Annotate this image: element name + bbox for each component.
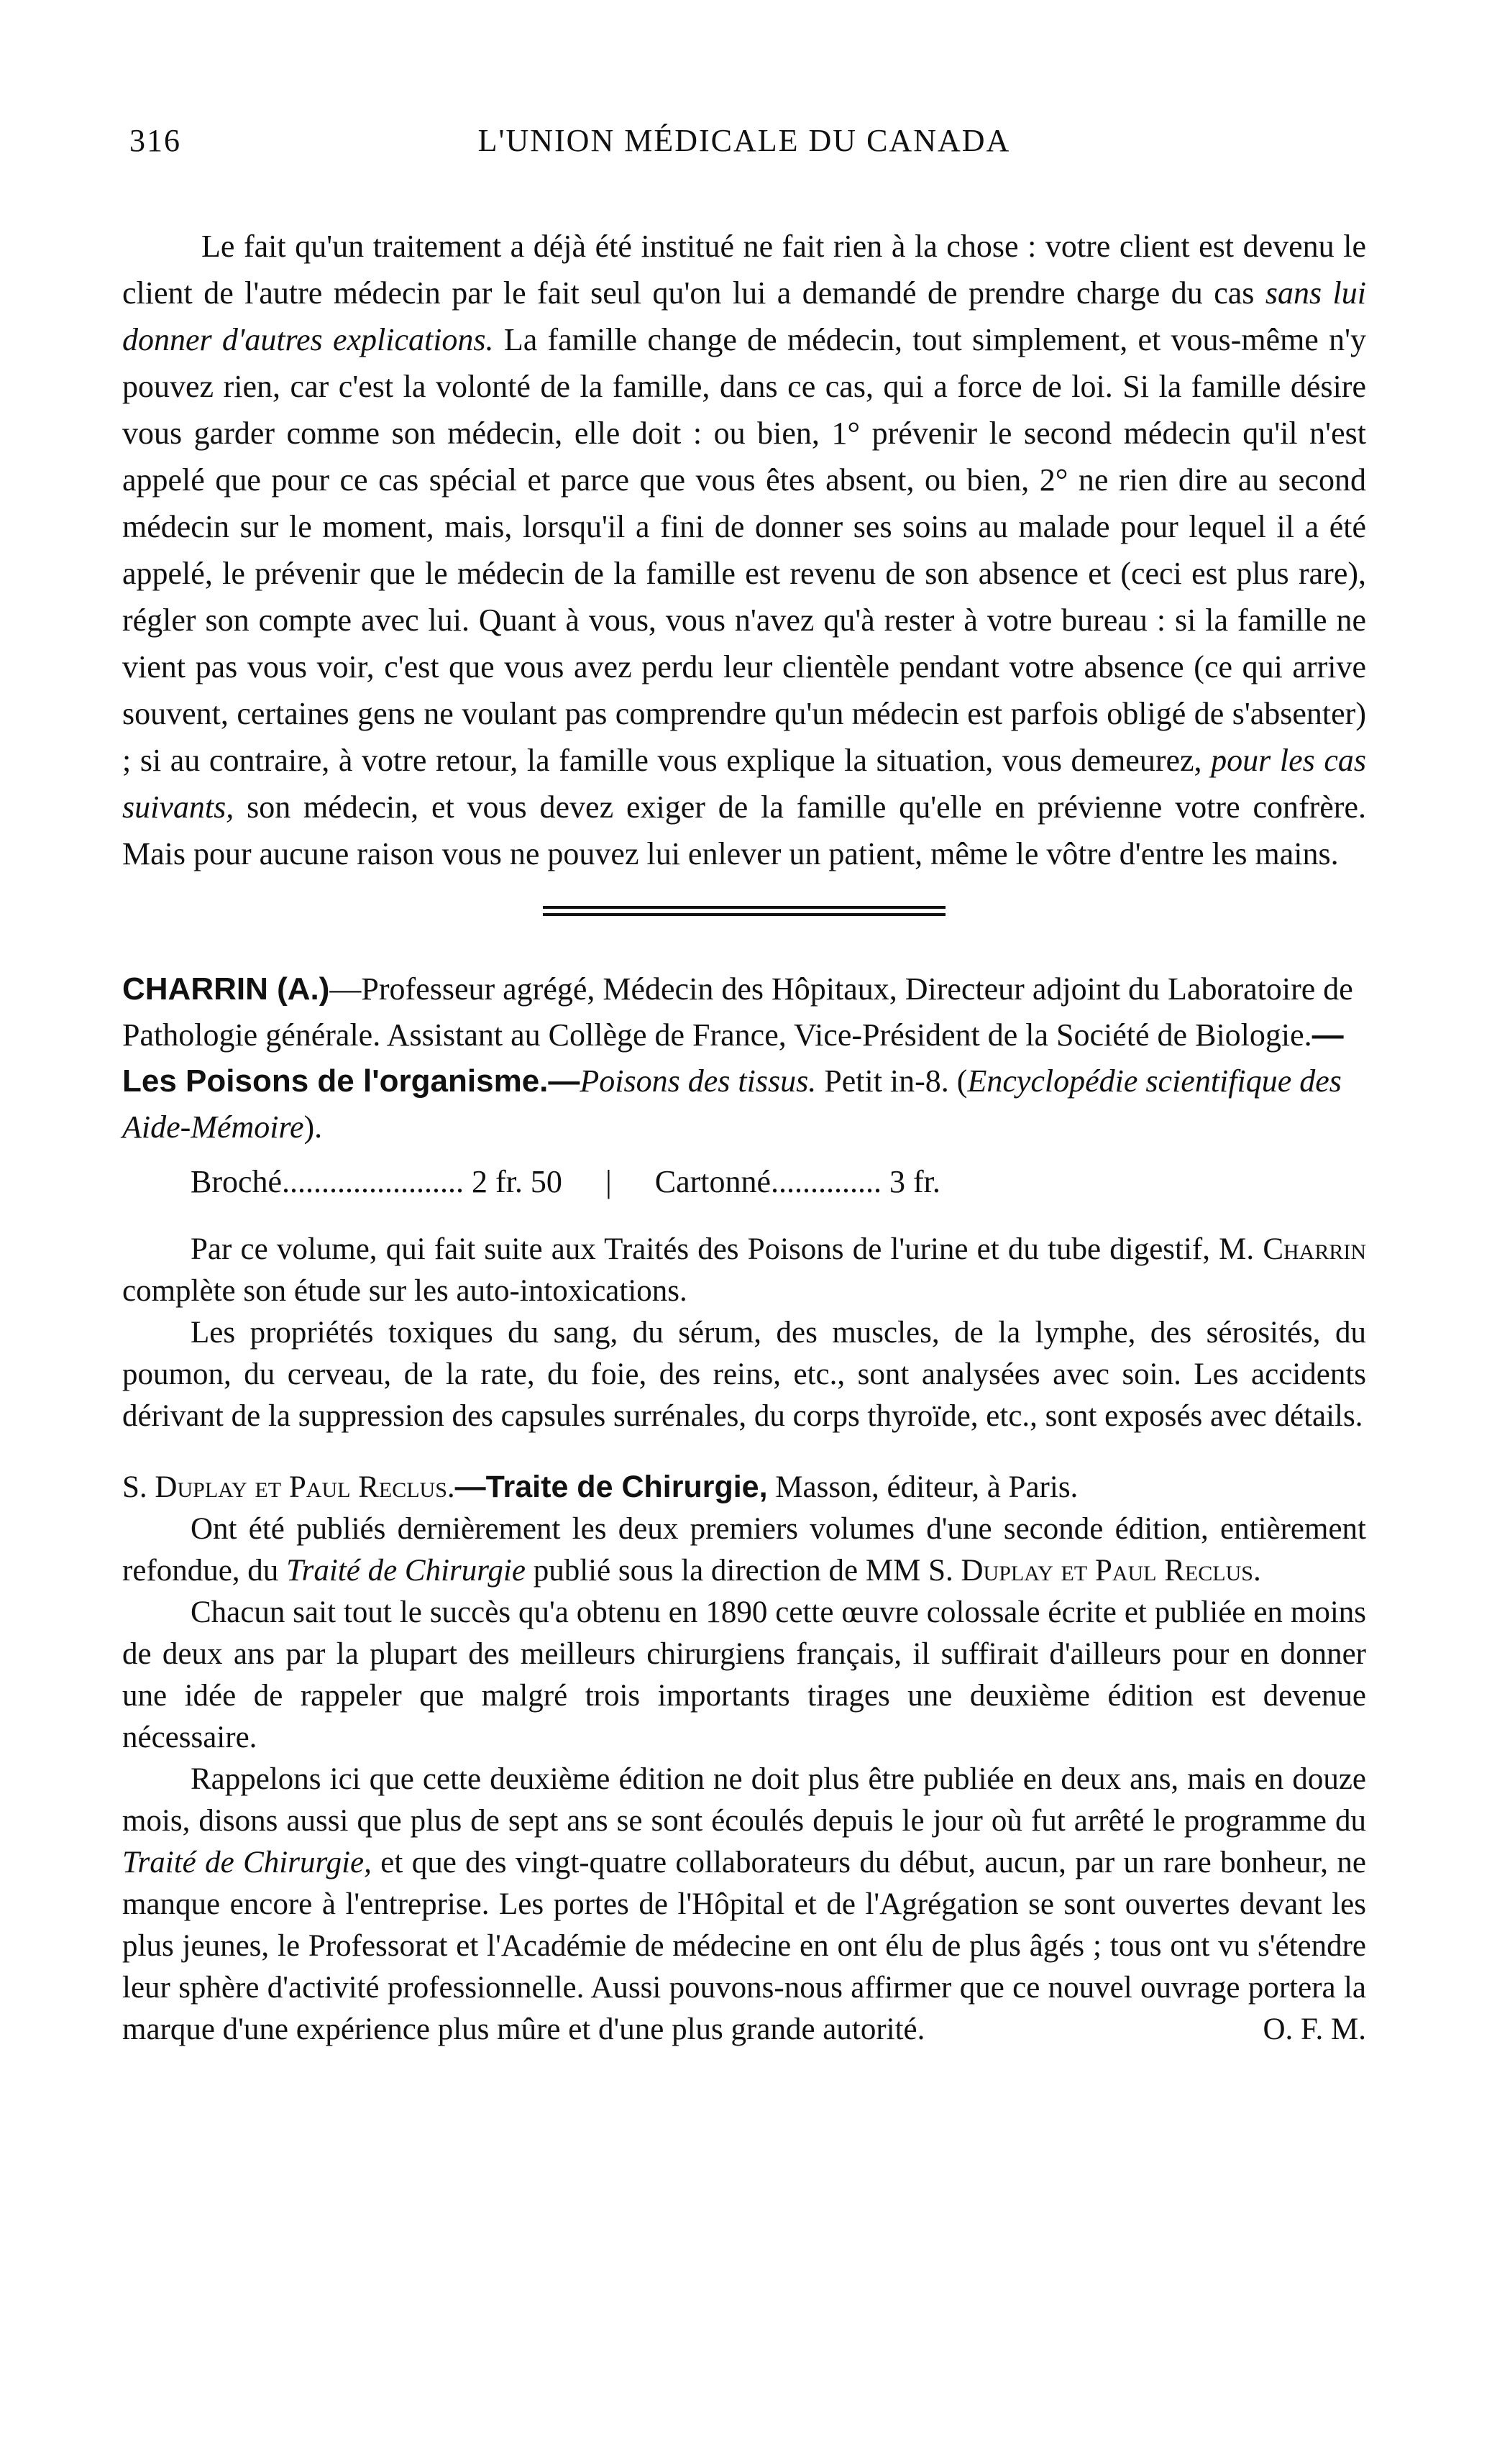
entry-authors: S. Duplay et Paul Reclus.: [122, 1470, 455, 1504]
entry-author: CHARRIN (A.): [122, 971, 330, 1007]
review-paragraph: [122, 1508, 1366, 1592]
running-header: [122, 122, 1366, 180]
page: [122, 122, 1366, 2051]
text-run: La famille change de médecin, tout simplement, et vous-même n'y pouvez rien, car c'est la volonté de la famille, dans ce cas, qui a force de loi. Si la famille désire vous garder comme son médecin, elle doit : ou bien, 1° prévenir le second médecin qu'il n'est appelé que pour ce cas spécial et parce que vous êtes absent, ou bien, 2° ne rien dire au second médecin sur le moment, mais, lorsqu'il a fini de donner ses soins au malade pour lequel il a été appelé, le prévenir que le médecin de la famille est revenu de son absence et (ceci est plus rare), régler son compte avec lui. Quant à vous, vous n'avez qu'à rester à votre bureau : si la famille ne vient pas vous voir, c'est que vous avez perdu leur clientèle pendant votre absence (ce qui arrive souvent, certaines gens ne voulant pas comprendre qu'un médecin est parfois obligé de s'absenter) ; si au contraire, à votre retour, la famille vous explique la situation, vous demeurez,: [122, 322, 1367, 778]
journal-title: L'UNION MÉDICALE DU CANADA: [477, 123, 1011, 158]
price-cartonne: Cartonné.............. 3 fr.: [654, 1164, 940, 1199]
price-line: [122, 1163, 1366, 1200]
text-run: ).: [303, 1109, 323, 1145]
review-charrin: [122, 1229, 1366, 1437]
entry-affiliation: —Professeur agrégé, Médecin des Hôpitaux, Directeur adjoint du Laboratoire de Pathologie générale. Assistant au Collège de France, Vice-Président de la Société de Biologie.: [122, 971, 1353, 1053]
review-paragraph: [122, 1759, 1366, 2051]
text-run: publié sous la direction de MM: [525, 1554, 929, 1588]
review-paragraph: [122, 1229, 1366, 1312]
entry-heading: [122, 1466, 1366, 1508]
text-run: complète son étude sur les auto-intoxications.: [122, 1274, 687, 1308]
text-run: Petit in-8. (: [816, 1063, 968, 1099]
review-paragraph: Les propriétés toxiques du sang, du sérum, des muscles, de la lymphe, des sérosités, du poumon, du cerveau, de la rate, du foie, des reins, etc., sont analysées avec soin. Les accidents dérivant de la suppression des capsules surrénales, du corps thyroïde, etc., sont exposés avec détails.: [122, 1316, 1366, 1433]
text-run: et que des vingt-quatre collaborateurs du début, aucun, par un rare bonheur, ne manque encore à l'entreprise. Les portes de l'Hôpital et de l'Agrégation se sont ouvertes devant les plus jeunes, le Professorat et l'Académie de médecine en ont élu de plus âgés ; tous ont vu s'étendre leur sphère d'activité professionnelle. Aussi pouvons-nous affirmer que ce nouvel ouvrage portera la marque d'une expérience plus mûre et d'une plus grande autorité.: [122, 1846, 1367, 2046]
price-broche: Broché....................... 2 fr. 50: [191, 1164, 562, 1199]
bibliography-entry-charrin: [122, 966, 1366, 1150]
entry-publisher: Masson, éditeur, à Paris.: [767, 1470, 1079, 1504]
text-run: Rappelons ici que cette deuxième édition ne doit plus être publiée en deux ans, mais en douze mois, disons aussi que plus de sept ans se sont écoulés depuis le jour où fut arrêté le programme du: [122, 1762, 1366, 1838]
paragraph-intro: [122, 223, 1366, 877]
entry-series: Encyclopédie scientifique des Aide-Mémoire: [122, 1063, 1342, 1145]
bibliography-entry-duplay: [122, 1466, 1366, 2051]
entry-book-title: —Traite de Chirurgie,: [454, 1470, 768, 1504]
author-name: Charrin: [1263, 1232, 1366, 1266]
italic-run: sans lui donner d'autres explications.: [122, 275, 1366, 357]
page-number: 316: [129, 123, 181, 158]
author-names: S. Duplay et Paul Reclus.: [928, 1554, 1261, 1588]
entry-book-title: —Les Poisons de l'organisme.—: [122, 1017, 1344, 1099]
italic-run: Traité de Chirurgie: [286, 1554, 526, 1588]
text-run: son médecin, et vous devez exiger de la famille qu'elle en prévienne votre confrère. Mais pour aucune raison vous ne pouvez lui enlever un patient, même le vôtre d'entre les mains.: [122, 789, 1366, 871]
review-paragraph: Chacun sait tout le succès qu'a obtenu en 1890 cette œuvre colossale écrite et publiée en moins de deux ans par la plupart des meilleurs chirurgiens français, il suffirait d'ailleurs pour en donner une idée de rappeler que malgré trois importants tirages une deuxième édition est devenue nécessaire.: [122, 1595, 1366, 1754]
italic-run: pour les cas suivants,: [122, 743, 1366, 825]
price-separator: |: [605, 1164, 612, 1199]
section-divider: [543, 906, 946, 916]
italic-run: Traité de Chirurgie,: [122, 1846, 372, 1879]
signature: O. F. M.: [1263, 2012, 1366, 2046]
text-run: Le fait qu'un traitement a déjà été institué ne fait rien à la chose : votre client est devenu le client de l'autre médecin par le fait seul qu'on lui a demandé de prendre charge du cas: [122, 229, 1366, 311]
text-run: Par ce volume, qui fait suite aux Traités des Poisons de l'urine et du tube digestif, M.: [191, 1232, 1263, 1266]
text-run: Ont été publiés dernièrement les deux premiers volumes d'une seconde édition, entièrement refondue, du: [122, 1512, 1366, 1588]
entry-subtitle: Poisons des tissus.: [580, 1063, 817, 1099]
